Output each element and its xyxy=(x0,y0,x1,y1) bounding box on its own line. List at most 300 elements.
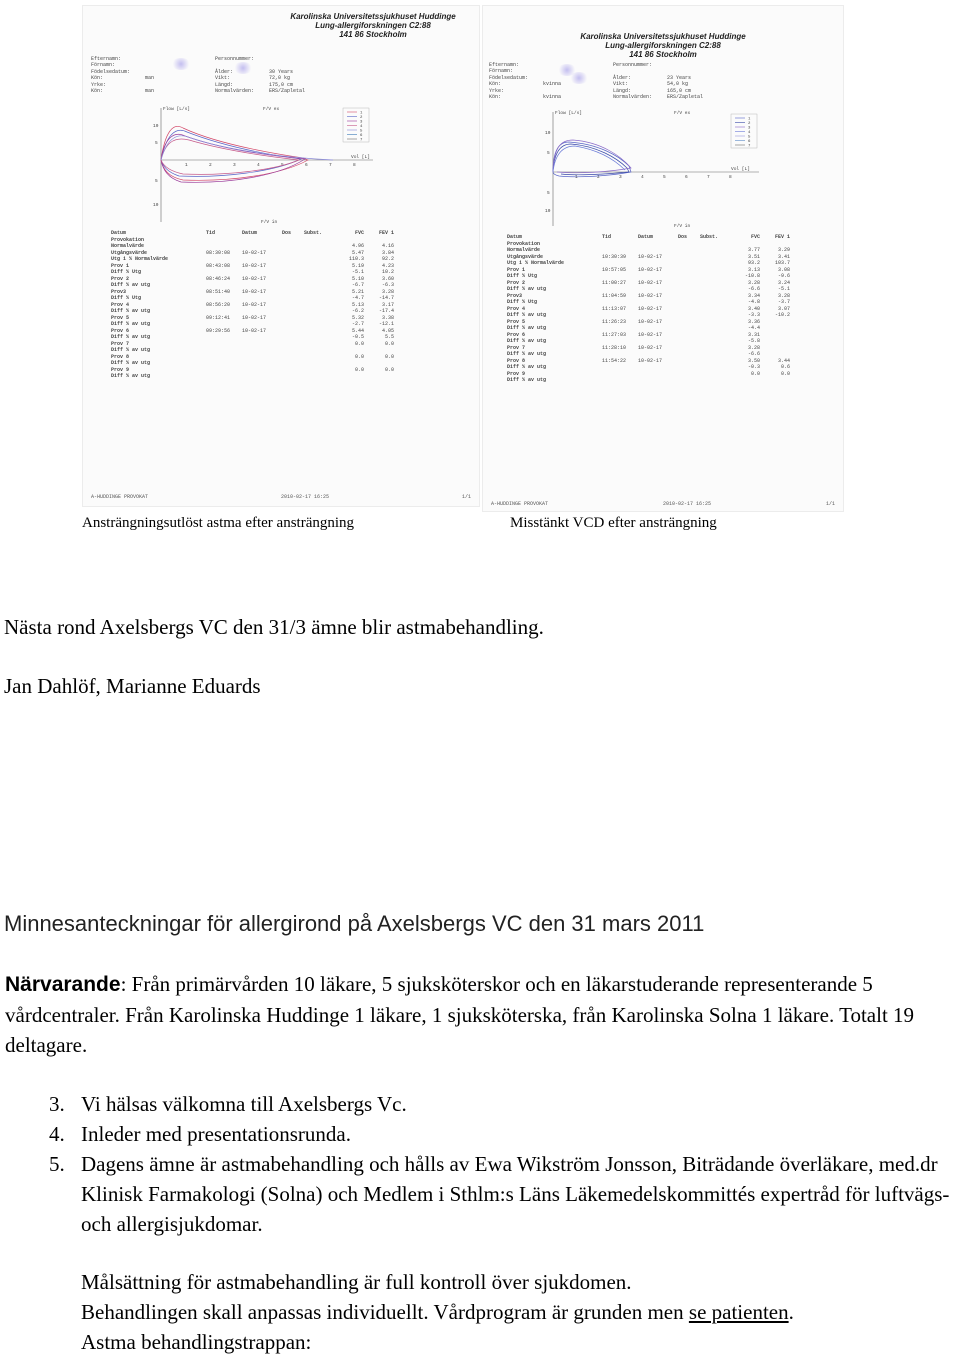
header-provokation: Provokation xyxy=(111,236,145,243)
row-label: Diff % Utg xyxy=(111,295,142,301)
cell-fev1: 4.16 xyxy=(381,243,394,249)
spirometry-report-right xyxy=(482,5,844,512)
label-efternamn: Efternamn: xyxy=(489,62,520,68)
row-label: Prov 1 xyxy=(111,262,130,269)
caption-left: Ansträngningsutlöst astma efter ansträngning xyxy=(82,515,355,531)
cell-datum: 10-02-17 xyxy=(242,262,267,269)
cell-fvc: 0.0 xyxy=(354,340,364,347)
label-fodelsedatum: Födelsedatum: xyxy=(489,74,529,81)
row-label: Diff % Utg xyxy=(507,273,538,279)
chart-y-label: Flow [L/s] xyxy=(163,107,191,112)
cell-tid: 10:57:05 xyxy=(602,266,627,273)
cell-fev1: 0.6 xyxy=(780,364,790,370)
row-label: Diff % av utg xyxy=(507,338,547,344)
cell-fvc: -6.6 xyxy=(747,351,760,357)
cell-subst xyxy=(304,373,334,380)
cell-fev1: 4.23 xyxy=(381,262,394,269)
label-normalvarden: Normalvärden: xyxy=(613,94,653,101)
chart-bottom-label: F/V in xyxy=(261,220,278,225)
value: 54,0 kg xyxy=(667,81,689,88)
cell-fev1: 103.7 xyxy=(774,260,790,266)
legend-entry: 1 xyxy=(748,117,751,122)
cell-fev1: 92.2 xyxy=(381,256,394,262)
cell-fev1: 0.0 xyxy=(384,353,394,360)
cell-tid: 11:04:59 xyxy=(602,292,627,299)
x-tick: 8 xyxy=(353,163,356,168)
cell-tid: 11:27:03 xyxy=(602,331,627,338)
list-number: 5. xyxy=(49,1152,65,1176)
legend-entry: 2 xyxy=(748,122,751,126)
label-efternamn: Efternamn: xyxy=(91,56,122,62)
treatment-underlined: se patienten xyxy=(688,1300,789,1324)
cell-fvc: 5.47 xyxy=(351,249,364,256)
cell-fvc: 110.3 xyxy=(348,256,364,262)
cell-fvc: -4.8 xyxy=(747,299,760,305)
row-label: Normalvärde xyxy=(111,243,145,249)
value: ERS/Zapletal xyxy=(667,94,704,101)
cell-datum: 10-02-17 xyxy=(242,327,267,334)
chart-x-label: Vol [L] xyxy=(351,155,370,160)
header-provokation: Provokation xyxy=(507,240,541,247)
redaction-blur xyxy=(171,58,191,70)
redaction-blur xyxy=(233,62,253,74)
x-tick: 6 xyxy=(305,163,308,168)
treatment-post: . xyxy=(788,1300,794,1324)
legend-entry: 4 xyxy=(748,131,751,135)
cell-datum: 10-02-17 xyxy=(242,275,267,282)
label-vikt: Vikt: xyxy=(613,81,629,88)
cell-fvc: -5.8 xyxy=(747,338,760,344)
row-label: Diff % av utg xyxy=(111,334,151,340)
cell-fvc: 0.0 xyxy=(354,353,364,360)
clinic-name: Karolinska Universitetssjukhuset Huddinge xyxy=(580,32,746,41)
row-label: Diff % av utg xyxy=(507,325,547,331)
label-fornamn: Förnamn: xyxy=(489,68,514,75)
x-tick: 3 xyxy=(233,163,236,168)
list-text: Dagens ämne är astmabehandling och hålls av Ewa Wikström Jonsson, Biträdande överläkare, med.dr Klinisk Farmakologi (Solna) och Medlem i Sthlm:s Läns Läkemedelskommittés expertråd för luftvägs- och allergisjukdomar. xyxy=(81,1152,950,1236)
cell-fev1: 4.05 xyxy=(381,327,394,334)
cell-fev1: 10.2 xyxy=(381,269,394,275)
cell-fev1: 3.28 xyxy=(777,292,790,299)
label-vikt: Vikt: xyxy=(215,75,231,82)
cell-fev1: 3.29 xyxy=(777,247,790,253)
flow-volume-loops xyxy=(553,140,631,177)
cell-fvc: -4.4 xyxy=(747,325,760,331)
x-tick: 6 xyxy=(685,175,688,180)
cell-tid: 11:28:10 xyxy=(602,344,627,351)
cell-fvc: 3.13 xyxy=(747,266,760,273)
clinic-unit: Lung-allergiforskningen C2:88 xyxy=(315,21,431,30)
legend-entry: 4 xyxy=(360,125,363,129)
next-round-text: Nästa rond Axelsbergs VC den 31/3 ämne blir astmabehandling. xyxy=(4,615,544,639)
redaction-blur xyxy=(569,72,589,84)
report-footer xyxy=(91,494,471,500)
x-tick: 8 xyxy=(729,175,732,180)
cell-fev1: 3.60 xyxy=(381,275,394,282)
page-heading: Minnesanteckningar för allergirond på Axelsbergs VC den 31 mars 2011 xyxy=(4,911,705,936)
cell-fvc: 0.0 xyxy=(354,366,364,373)
legend-entry: 6 xyxy=(748,140,751,144)
list-number: 3. xyxy=(49,1092,65,1116)
flow-volume-loops xyxy=(161,126,333,182)
row-label: Diff % av utg xyxy=(507,364,547,370)
cell-datum: 10-02-17 xyxy=(638,279,663,286)
treatment-text xyxy=(81,1297,794,1327)
row-label: Diff % av utg xyxy=(111,373,151,379)
value: ERS/Zapletal xyxy=(269,88,306,95)
label-fodelsedatum: Födelsedatum: xyxy=(91,68,131,75)
legend-entry: 2 xyxy=(360,116,363,120)
value: 72,0 kg xyxy=(269,75,291,82)
list-text: Vi hälsas välkomna till Axelsbergs Vc. xyxy=(81,1092,407,1116)
cell-fev1: -17.4 xyxy=(378,308,394,314)
footer-left: A-HUDDINGE PROVOKAT xyxy=(491,501,549,507)
x-tick: 1 xyxy=(575,175,578,180)
chart-y-label: Flow [L/s] xyxy=(555,111,583,116)
col-fvc: FVC xyxy=(750,234,760,240)
treatment-pre: Behandlingen skall anpassas individuellt. Vårdprogram är grunden men xyxy=(81,1300,689,1324)
cell-fvc: 5.21 xyxy=(351,288,364,295)
cell-fvc: 3.40 xyxy=(747,305,760,312)
chart-top-label: F/V ex xyxy=(674,111,691,116)
list-item xyxy=(5,1119,950,1149)
value: 23 Years xyxy=(667,74,692,81)
row-label: Prov 6 xyxy=(507,331,526,338)
chart-top-label: F/V ex xyxy=(263,107,280,112)
legend-entry: 6 xyxy=(360,134,363,138)
cell-tid: 08:56:20 xyxy=(206,301,231,308)
y-tick: 5 xyxy=(155,179,158,184)
x-tick: 4 xyxy=(257,163,260,168)
cell-fev1: 3.07 xyxy=(777,305,790,312)
list-number: 4. xyxy=(49,1122,65,1146)
attendance-text: : Från primärvården 10 läkare, 5 sjuksköterskor och en läkarstuderande representerande 5 vårdcentraler. Från Karolinska Huddinge 1 läkare, 1 sjuksköterska, från Karolinska Solna 1 läkare. Totalt 19 deltagare. xyxy=(5,972,915,1057)
value: kvinna xyxy=(543,81,562,88)
y-tick: 5 xyxy=(547,151,550,156)
legend-entry: 7 xyxy=(360,138,363,143)
list-number-wrap xyxy=(5,1149,81,1239)
caption-right: Misstänkt VCD efter ansträngning xyxy=(510,515,717,531)
cell-datum: 10-02-17 xyxy=(638,266,663,273)
cell-tid: 08:46:24 xyxy=(206,275,231,282)
x-tick: 5 xyxy=(281,163,284,168)
row-label: Prov 9 xyxy=(507,370,526,377)
row-label: Utgångsvärde xyxy=(507,253,544,260)
cell-fvc: 5.44 xyxy=(351,327,364,334)
cell-fev1: 3.84 xyxy=(381,249,394,256)
cell-datum: 10-02-17 xyxy=(638,331,663,338)
label-langd: Längd: xyxy=(613,87,632,94)
cell-tid: 11:13:07 xyxy=(602,305,627,312)
provocation-table xyxy=(111,230,394,380)
footer-page: 1/1 xyxy=(825,501,835,507)
label-yrke: Yrke: xyxy=(91,81,107,88)
col-datum: Datum xyxy=(638,234,654,240)
col-subst: Subst. xyxy=(304,230,323,236)
value: man xyxy=(145,88,155,95)
cell-fvc: 3.34 xyxy=(747,292,760,299)
row-label: Prov 1 xyxy=(507,266,526,273)
clinic-unit: Lung-allergiforskningen C2:88 xyxy=(605,41,721,50)
ladder-text: Astma behandlingstrappan: xyxy=(81,1330,312,1354)
chart-bottom-label: F/V in xyxy=(674,224,691,229)
cell-subst xyxy=(700,377,730,384)
cell-fvc: 3.51 xyxy=(747,253,760,260)
spirometry-report-left xyxy=(82,5,480,507)
list-item xyxy=(5,1089,950,1119)
row-label: Prov 4 xyxy=(507,305,526,312)
cell-tid: 11:00:27 xyxy=(602,279,627,286)
chart-legend xyxy=(343,108,369,143)
label-normalvarden: Normalvärden: xyxy=(215,88,255,95)
cell-fev1: 3.41 xyxy=(777,253,790,260)
cell-tid: 10:30:39 xyxy=(602,253,627,260)
col-fvc: FVC xyxy=(354,230,364,236)
table-row xyxy=(507,377,790,384)
patient-info xyxy=(489,62,703,100)
row-label: Prov 5 xyxy=(111,314,130,321)
row-label: Diff % av utg xyxy=(111,321,151,327)
cell-fev1: 3.17 xyxy=(381,301,394,308)
row-label: Utgångsvärde xyxy=(111,249,148,256)
footer-date: 2010-02-17 16:25 xyxy=(280,494,329,500)
col-datum: Datum xyxy=(242,230,258,236)
cell-fev1: -3.7 xyxy=(777,299,790,305)
col-fev1: FEV 1 xyxy=(378,230,394,236)
x-tick: 2 xyxy=(597,175,600,180)
row-label: Prov 4 xyxy=(111,301,130,308)
row-label: Prov 8 xyxy=(111,353,130,360)
cell-fvc: -2.7 xyxy=(351,321,364,327)
row-label: Prov3 xyxy=(507,292,523,299)
row-label: Prov 6 xyxy=(111,327,130,334)
cell-fvc: -4.7 xyxy=(351,295,364,301)
row-label: Prov 2 xyxy=(111,275,130,282)
col-tid: Tid xyxy=(206,230,216,236)
label-yrke: Yrke: xyxy=(489,87,505,94)
x-tick: 4 xyxy=(641,175,644,180)
cell-fev1: -6.3 xyxy=(381,282,394,288)
col-tid: Tid xyxy=(602,234,612,240)
value: kvinna xyxy=(543,94,562,101)
cell-fvc: -6.2 xyxy=(351,308,364,314)
x-tick: 1 xyxy=(185,163,188,168)
cell-fvc: -0.5 xyxy=(351,334,364,340)
cell-fvc: 5.10 xyxy=(351,275,364,282)
row-label: Utg i % Normalvärde xyxy=(111,256,169,262)
cell-fvc: 4.96 xyxy=(351,243,364,249)
patient-info xyxy=(91,56,305,94)
cell-tid: 08:51:40 xyxy=(206,288,231,295)
row-label: Diff % av utg xyxy=(111,308,151,314)
cell-fev1: 3.08 xyxy=(777,266,790,273)
x-tick: 2 xyxy=(209,163,212,168)
label-kon-2: Kön: xyxy=(91,88,104,95)
list-number-wrap xyxy=(5,1119,81,1149)
flow-volume-chart xyxy=(143,102,393,227)
label-langd: Längd: xyxy=(215,81,234,88)
cell-tid xyxy=(206,373,242,380)
clinic-address: 141 86 Stockholm xyxy=(629,50,697,59)
cell-tid: 08:30:08 xyxy=(206,249,231,256)
cell-fev1: 3.44 xyxy=(777,357,790,364)
clinic-address: 141 86 Stockholm xyxy=(339,30,407,39)
legend-entry: 5 xyxy=(748,135,751,140)
provocation-table xyxy=(507,234,790,384)
cell-fev1: -14.7 xyxy=(378,295,394,301)
clinic-name: Karolinska Universitetssjukhuset Huddinge xyxy=(290,12,456,21)
cell-fev1 xyxy=(760,377,790,384)
y-tick: 10 xyxy=(545,209,551,214)
cell-datum: 10-02-17 xyxy=(638,344,663,351)
cell-datum: 10-02-17 xyxy=(638,292,663,299)
row-label: Diff % av utg xyxy=(111,282,151,288)
col-subst: Subst. xyxy=(700,234,719,240)
cell-datum: 10-02-17 xyxy=(242,288,267,295)
cell-fvc: 0.0 xyxy=(750,370,760,377)
cell-fvc: 93.2 xyxy=(747,260,760,266)
x-tick: 5 xyxy=(663,175,666,180)
cell-fev1: 3.24 xyxy=(777,279,790,286)
cell-datum: 10-02-17 xyxy=(638,318,663,325)
cell-fvc: -3.3 xyxy=(747,312,760,318)
row-label: Prov 5 xyxy=(507,318,526,325)
label-kon: Kön: xyxy=(489,81,502,88)
label-personnummer: Personnummer: xyxy=(613,62,653,68)
cell-datum: 10-02-17 xyxy=(242,249,267,256)
footer-page: 1/1 xyxy=(461,494,471,500)
x-tick: 7 xyxy=(329,163,332,168)
value: 175,0 cm xyxy=(269,81,294,88)
value: 165,0 cm xyxy=(667,87,692,94)
table-row xyxy=(111,373,394,380)
label-fornamn: Förnamn: xyxy=(91,62,116,69)
x-tick: 3 xyxy=(619,175,622,180)
cell-datum: 10-02-17 xyxy=(242,314,267,321)
cell-dos xyxy=(678,377,700,384)
cell-fvc: 3.28 xyxy=(747,344,760,351)
row-label: Diff % av utg xyxy=(111,360,151,366)
cell-fvc: 3.36 xyxy=(747,318,760,325)
cell-fev1: 3.28 xyxy=(381,288,394,295)
cell-fev1: 0.0 xyxy=(384,340,394,347)
cell-fvc xyxy=(730,377,760,384)
cell-datum: 10-02-17 xyxy=(638,357,663,364)
row-label: Prov3 xyxy=(111,288,127,295)
cell-datum: 10-02-17 xyxy=(638,305,663,312)
header-datum: Datum xyxy=(111,230,127,236)
legend-entry: 3 xyxy=(360,120,363,125)
row-label: Prov 8 xyxy=(507,357,526,364)
cell-fvc: -0.3 xyxy=(747,364,760,370)
y-tick: 5 xyxy=(155,141,158,146)
cell-fev1: -5.1 xyxy=(777,286,790,292)
goal-text: Målsättning för astmabehandling är full kontroll över sjukdomen. xyxy=(81,1270,632,1294)
legend-entry: 3 xyxy=(748,126,751,131)
cell-fvc xyxy=(334,373,364,380)
authors: Jan Dahlöf, Marianne Eduards xyxy=(4,674,261,698)
row-label: Diff % av utg xyxy=(507,351,547,357)
cell-fvc: 5.19 xyxy=(351,262,364,269)
y-tick: 10 xyxy=(153,203,159,208)
cell-datum xyxy=(242,373,282,380)
row-label: Prov 7 xyxy=(111,340,130,347)
col-fev1: FEV 1 xyxy=(774,234,790,240)
col-dos: Dos xyxy=(282,230,292,236)
list-text: Inleder med presentationsrunda. xyxy=(81,1122,351,1146)
cell-fev1: -10.2 xyxy=(774,312,790,318)
cell-fvc: 3.77 xyxy=(747,247,760,253)
footer-date: 2010-02-17 16:25 xyxy=(662,501,711,507)
cell-fvc: 5.32 xyxy=(351,314,364,321)
row-label: Diff % Utg xyxy=(111,269,142,275)
label-personnummer: Personnummer: xyxy=(215,56,255,62)
row-label: Prov 9 xyxy=(111,366,130,373)
cell-dos xyxy=(282,373,304,380)
legend-entry: 1 xyxy=(360,111,363,116)
cell-fvc: -5.1 xyxy=(351,269,364,275)
value: man xyxy=(145,75,155,82)
cell-tid xyxy=(602,377,638,384)
agenda-list xyxy=(5,1089,950,1239)
cell-fev1: 3.38 xyxy=(381,314,394,321)
row-label: Normalvärde xyxy=(507,247,541,253)
col-dos: Dos xyxy=(678,234,688,240)
cell-fev1: -9.6 xyxy=(777,273,790,279)
cell-datum: 10-02-17 xyxy=(638,253,663,260)
legend-entry: 7 xyxy=(748,144,751,149)
row-label: Diff % Utg xyxy=(507,299,538,305)
value: 30 Years xyxy=(269,68,294,75)
footer-left: A-HUDDINGE PROVOKAT xyxy=(91,494,149,500)
cell-tid: 08:43:08 xyxy=(206,262,231,269)
row-label: Diff % av utg xyxy=(111,347,151,353)
label-kon-2: Kön: xyxy=(489,94,502,101)
chart-x-label: Vol [L] xyxy=(731,167,750,172)
cell-fvc: -6.6 xyxy=(747,286,760,292)
y-tick: 10 xyxy=(545,131,551,136)
chart-legend xyxy=(731,114,757,149)
row-label: Diff % av utg xyxy=(507,312,547,318)
cell-fvc: -10.8 xyxy=(744,273,760,279)
cell-datum: 10-02-17 xyxy=(242,301,267,308)
label-kon: Kön: xyxy=(91,75,104,82)
list-item xyxy=(5,1149,950,1239)
cell-fev1: 0.0 xyxy=(384,366,394,373)
cell-fvc: 5.13 xyxy=(351,301,364,308)
label-alder: Ålder: xyxy=(613,74,632,81)
row-label: Prov 2 xyxy=(507,279,526,286)
cell-fvc: -6.7 xyxy=(351,282,364,288)
clinic-header xyxy=(563,32,763,59)
treatment-block xyxy=(81,1267,794,1357)
row-label: Utg i % Normalvärde xyxy=(507,260,565,266)
y-tick: 5 xyxy=(547,191,550,196)
cell-tid: 11:26:23 xyxy=(602,318,627,325)
cell-fvc: 3.31 xyxy=(747,331,760,338)
cell-fev1: 0.0 xyxy=(780,370,790,377)
header-datum: Datum xyxy=(507,234,523,240)
flow-volume-chart xyxy=(539,106,779,231)
row-label: Prov 7 xyxy=(507,344,526,351)
label-alder: Ålder: xyxy=(215,68,234,75)
y-tick: 10 xyxy=(153,124,159,129)
x-tick: 7 xyxy=(707,175,710,180)
cell-tid: 11:54:22 xyxy=(602,357,627,364)
cell-fev1: 5.5 xyxy=(384,334,394,340)
cell-fev1 xyxy=(364,373,394,380)
cell-tid: 09:12:41 xyxy=(206,314,231,321)
